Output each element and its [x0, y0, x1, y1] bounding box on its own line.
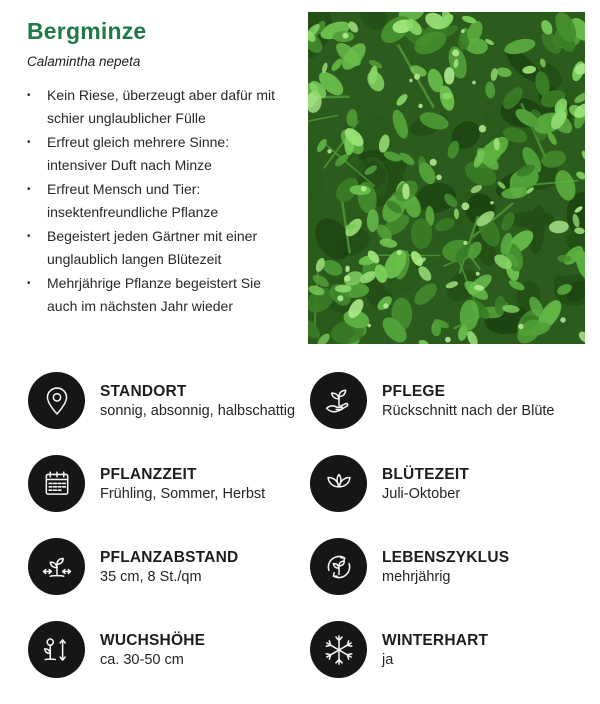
- feature-text: Erfreut gleich mehrere Sinne:: [47, 131, 229, 154]
- attribute-grid: [28, 372, 595, 704]
- feature-text: intensiver Duft nach Minze: [47, 154, 229, 177]
- bullet-icon: •: [27, 225, 47, 271]
- attribute-label: LEBENSZYKLUS: [382, 549, 509, 567]
- list-item: [27, 178, 307, 224]
- feature-text: schier unglaublicher Fülle: [47, 107, 275, 130]
- feature-text: Kein Riese, überzeugt aber dafür mit: [47, 84, 275, 107]
- attribute-label: WINTERHART: [382, 632, 488, 650]
- feature-text: unglaublich langen Blütezeit: [47, 248, 257, 271]
- attribute-pflanzabstand: [28, 538, 310, 595]
- attribute-value: mehrjährig: [382, 569, 509, 585]
- bullet-icon: •: [27, 178, 47, 224]
- list-item: [27, 272, 307, 318]
- snowflake-icon: [310, 621, 367, 678]
- feature-text: Erfreut Mensch und Tier:: [47, 178, 218, 201]
- botanical-name: Calamintha nepeta: [27, 54, 297, 69]
- feature-text: Mehrjährige Pflanze begeistert Sie: [47, 272, 261, 295]
- attribute-bluetezeit: [310, 455, 595, 512]
- attribute-pflege: [310, 372, 595, 429]
- hand-plant-icon: [310, 372, 367, 429]
- list-item: [27, 225, 307, 271]
- attribute-value: ca. 30-50 cm: [100, 652, 205, 668]
- attribute-standort: [28, 372, 310, 429]
- feature-text: insektenfreundliche Pflanze: [47, 201, 218, 224]
- calendar-icon: [28, 455, 85, 512]
- attribute-pflanzzeit: [28, 455, 310, 512]
- bullet-icon: •: [27, 84, 47, 130]
- attribute-label: PFLANZABSTAND: [100, 549, 238, 567]
- attribute-value: Frühling, Sommer, Herbst: [100, 486, 265, 502]
- attribute-value: Rückschnitt nach der Blüte: [382, 403, 554, 419]
- attribute-label: WUCHSHÖHE: [100, 632, 205, 650]
- attribute-label: STANDORT: [100, 383, 295, 401]
- bullet-icon: •: [27, 272, 47, 318]
- attribute-lebenszyklus: [310, 538, 595, 595]
- attribute-winterhart: [310, 621, 595, 678]
- header: [27, 18, 297, 69]
- plant-height-icon: [28, 621, 85, 678]
- attribute-value: 35 cm, 8 St./qm: [100, 569, 238, 585]
- page-title: Bergminze: [27, 18, 297, 45]
- list-item: [27, 131, 307, 177]
- bullet-icon: •: [27, 131, 47, 177]
- attribute-value: ja: [382, 652, 488, 668]
- attribute-value: sonnig, absonnig, halbschattig: [100, 403, 295, 419]
- life-cycle-icon: [310, 538, 367, 595]
- feature-list: [27, 84, 307, 319]
- location-pin-icon: [28, 372, 85, 429]
- attribute-label: PFLANZZEIT: [100, 466, 265, 484]
- attribute-label: BLÜTEZEIT: [382, 466, 469, 484]
- attribute-wuchshoehe: [28, 621, 310, 678]
- plant-spacing-icon: [28, 538, 85, 595]
- feature-text: Begeistert jeden Gärtner mit einer: [47, 225, 257, 248]
- attribute-label: PFLEGE: [382, 383, 554, 401]
- flower-icon: [310, 455, 367, 512]
- feature-text: auch im nächsten Jahr wieder: [47, 295, 261, 318]
- plant-photo: [308, 12, 585, 344]
- attribute-value: Juli-Oktober: [382, 486, 469, 502]
- list-item: [27, 84, 307, 130]
